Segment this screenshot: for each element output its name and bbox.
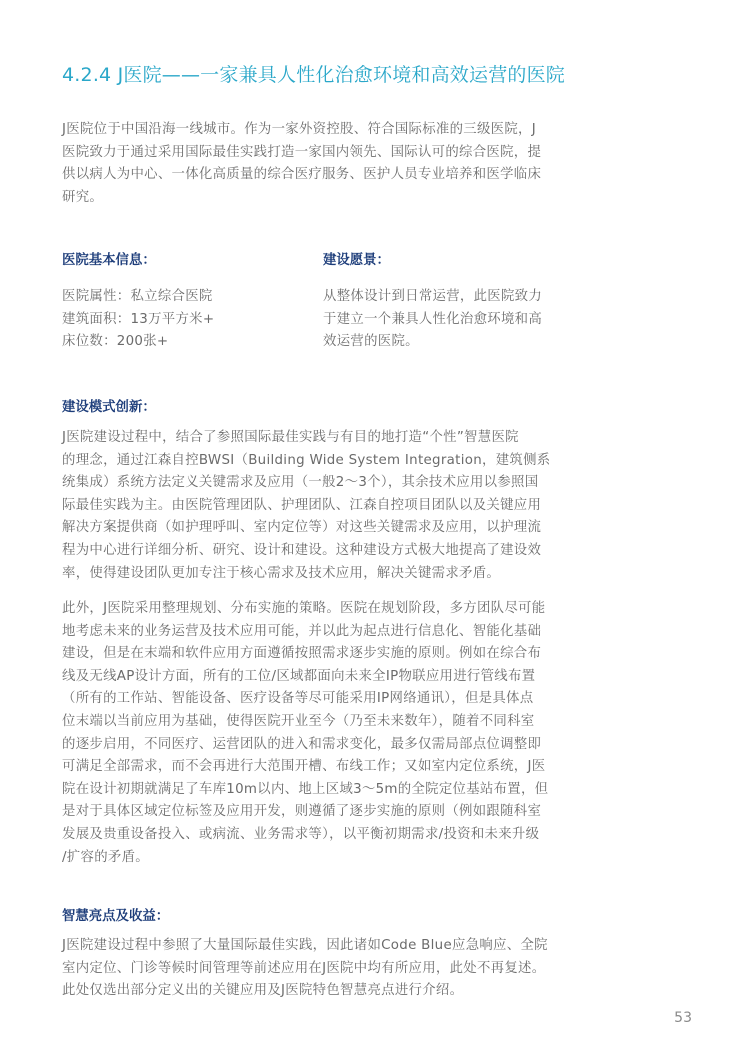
intro-paragraph: [62, 119, 690, 209]
text-line: /扩容的矛盾。: [62, 849, 149, 865]
text-line: 率，使得建设团队更加专注于核心需求及技术应用，解决关键需求矛盾。: [62, 565, 501, 581]
highlights-heading: 智慧亮点及收益：: [62, 909, 170, 924]
page-number: 53: [674, 1010, 692, 1026]
text-line: 程为中心进行详细分析、研究、设计和建设。这种建设方式极大地提高了建设效: [62, 542, 542, 558]
text-line: 医院致力于通过采用国际最佳实践打造一家国内领先、国际认可的综合医院，提: [62, 144, 542, 160]
text-line: 效运营的医院。: [323, 334, 419, 350]
text-line: J医院建设过程中，结合了参照国际最佳实践与有目的地打造“个性”智慧医院: [62, 430, 519, 445]
text-line: 线及无线AP设计方面，所有的工位/区域都面向未来全IP物联应用进行管线布置: [62, 668, 536, 684]
text-line: 发展及贵重设备投入、或病流、业务需求等），以平衡初期需求/投资和未来升级: [62, 826, 540, 842]
section-title: 4.2.4 J医院——一家兼具人性化治愈环境和高效运营的医院: [62, 64, 565, 86]
text-line: 际最佳实践为主。由医院管理团队、护理团队、江森自控项目团队以及关键应用: [62, 497, 542, 513]
innovation-paragraph-1: [62, 427, 690, 585]
text-line: J医院位于中国沿海一线城市。作为一家外资控股、符合国际标准的三级医院，J: [62, 122, 536, 137]
text-line: 位末端以当前应用为基础，使得医院开业至今（乃至未来数年），随着不同科室: [62, 713, 535, 729]
text-line: 的逐步启用，不同医疗、运营团队的进入和需求变化，最多仅需局部点位调整即: [62, 736, 542, 752]
basic-info-list: [62, 286, 214, 354]
basic-info-item: 建筑面积：13万平方米+: [62, 311, 215, 327]
vision-heading: 建设愿景：: [323, 253, 390, 268]
basic-info-heading: 医院基本信息：: [62, 253, 156, 268]
basic-info-item: 医院属性：私立综合医院: [62, 289, 213, 304]
text-line: J医院建设过程中参照了大量国际最佳实践，因此诸如Code Blue应急响应、全院: [62, 938, 548, 953]
text-line: 研究。: [62, 189, 104, 205]
text-line: 统集成）系统方法定义关键需求及应用（一般2～3个），其余技术应用以参照国: [62, 475, 539, 491]
text-line: 此外，J医院采用整理规划、分布实施的策略。医院在规划阶段，多方团队尽可能: [62, 601, 546, 616]
text-line: 从整体设计到日常运营，此医院致力: [323, 289, 543, 304]
text-line: （所有的工作站、智能设备、医疗设备等尽可能采用IP网络通讯），但是具体点: [62, 691, 534, 707]
text-line: 院在设计初期就满足了车库10m以内、地上区域3～5m的全院定位基站布置，但: [62, 781, 549, 797]
text-line: 供以病人为中心、一体化高质量的综合医疗服务、医护人员专业培养和医学临床: [62, 167, 542, 183]
text-line: 于建立一个兼具人性化治愈环境和高: [323, 311, 543, 327]
text-line: 室内定位、门诊等候时间管理等前述应用在J医院中均有所应用，此处不再复述。: [62, 960, 546, 976]
vision-text: [323, 286, 542, 354]
text-line: 地考虑未来的业务运营及技术应用可能，并以此为起点进行信息化、智能化基础: [62, 623, 542, 639]
innovation-heading: 建设模式创新：: [62, 400, 156, 415]
text-line: 可满足全部需求，而不会再进行大范围开槽、布线工作；又如室内定位系统，J医: [62, 759, 546, 775]
text-line: 解决方案提供商（如护理呼叫、室内定位等）对这些关键需求及应用，以护理流: [62, 520, 542, 536]
text-line: 的理念，通过江森自控BWSI（Building Wide System Integration，建筑侧系: [62, 452, 551, 468]
text-line: 建设，但是在末端和软件应用方面遵循按照需求逐步实施的原则。例如在综合布: [62, 646, 542, 662]
text-line: 是对于具体区域定位标签及应用开发，则遵循了逐步实施的原则（例如跟随科室: [62, 804, 542, 820]
innovation-paragraph-2: [62, 598, 690, 869]
basic-info-item: 床位数：200张+: [62, 334, 169, 350]
highlights-paragraph: [62, 935, 690, 1003]
text-line: 此处仅选出部分定义出的关键应用及J医院特色智慧亮点进行介绍。: [62, 983, 464, 999]
